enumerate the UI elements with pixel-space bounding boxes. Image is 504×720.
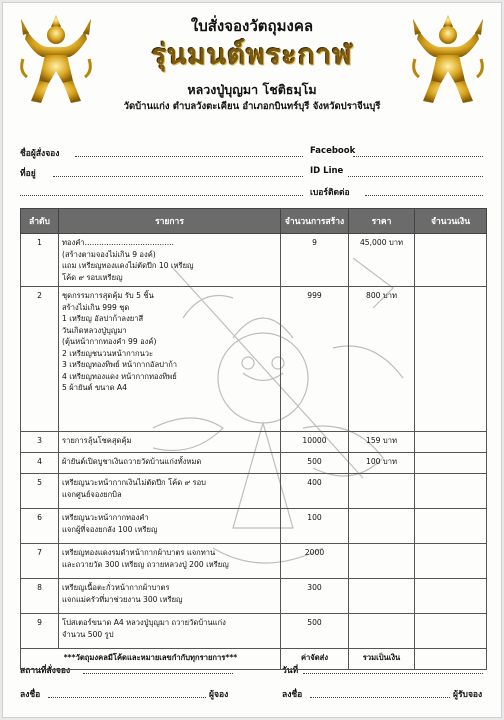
form-title: ใบสั่งจองวัตถุมงคล [190,17,314,35]
row-item: ชุดกรรมการสุดคุ้ม รับ 5 ชิ้น สร้างไม่เกิน 999 ชุด 1 เหรียญ อัลปาก้าลงยาสี วันเกิดหลวงปู่บุญมา (ตุ้นหน้ากากทองคำ 99 องค์) 2 เหรียญชนวนหน้ากากนวะ 3 เหรียญทองทิพย์ หน้ากากอัลปาก้า 4 เหรียญทองแดง หน้ากากทองทิพย์ 5 ผ้ายันต์ ขนาด A4 [59,287,281,432]
row-price [349,474,415,509]
phone-field[interactable] [365,195,483,196]
total-label: รวมเป็นเงิน [349,649,415,670]
row-item: ทองคำ..................................... (สร้างตามจองไม่เกิน 9 องค์) แถม เหรียญทองแดงไม่ตัดปีก 10 เหรียญ โค้ด ๙ รอบเหรียญ [59,234,281,287]
orderer-name-label: ชื่อผู้สั่งจอง [20,149,60,159]
footer-note: ***วัตถุมงคลมีโค้ดและหมายเลขกำกับทุกรายการ*** [21,649,281,670]
temple-address: วัดบ้านแก่ง ตำบลวังตะเคียน อำเภอกบินทร์บุรี จังหวัดปราจีนบุรี [123,101,381,112]
table-row [21,579,487,614]
date-field[interactable] [303,673,483,674]
row-amount-cell[interactable] [415,287,487,432]
order-form-page [2,2,502,718]
total-amount-cell[interactable] [415,649,487,670]
table-row [21,614,487,649]
table-header-row [21,209,487,234]
row-item: เหรียญนวะหน้ากากทองคำ แจกผู้ที่จองยกลัง 100 เหรียญ [59,509,281,544]
receiver-label: ผู้รับจอง [453,690,483,700]
row-no: 7 [21,544,59,579]
row-amount-cell[interactable] [415,544,487,579]
receiver-sign-label: ลงชื่อ [282,690,303,700]
orderer-name-field[interactable] [75,156,303,157]
row-no: 2 [21,287,59,432]
address-label: ที่อยู่ [20,169,36,179]
row-item: เหรียญทองแดงรมดำหน้ากากผ้าบาตร แจกทาน และถวายวัด 300 เหรียญ ถวายหลวงปู่ 200 เหรียญ [59,544,281,579]
row-qty: 500 [281,453,349,474]
row-price [349,509,415,544]
table-row [21,234,487,287]
row-price: 45,000 บาท [349,234,415,287]
row-qty: 300 [281,579,349,614]
row-qty: 500 [281,614,349,649]
table-footer-row [21,649,487,670]
row-item: ผ้ายันต์เปิดบูชาเงินถวายวัดบ้านแก่งทั้งหมด [59,453,281,474]
row-qty: 400 [281,474,349,509]
order-place-field[interactable] [83,673,233,674]
order-table [20,208,487,670]
row-no: 1 [21,234,59,287]
row-no: 9 [21,614,59,649]
row-no: 4 [21,453,59,474]
row-price: 800 บาท [349,287,415,432]
address-field-line2[interactable] [20,195,303,196]
phone-label: เบอร์ติดต่อ [310,188,350,198]
orderer-sign-label: ลงชื่อ [20,690,41,700]
row-qty: 999 [281,287,349,432]
row-amount-cell[interactable] [415,579,487,614]
row-item: เหรียญนวะหน้ากากเงินไม่ตัดปีก โค้ด ๙ รอบ แจกศูนย์จองยกบิล [59,474,281,509]
orderer-sign-field[interactable] [48,697,206,698]
col-header-no: ลำดับ [21,209,59,234]
row-no: 5 [21,474,59,509]
row-price [349,579,415,614]
series-title: รุ่นมนต์พระกาฬ [151,38,353,71]
line-id-label: ID Line [310,166,344,176]
row-amount-cell[interactable] [415,234,487,287]
row-no: 8 [21,579,59,614]
row-amount-cell[interactable] [415,474,487,509]
col-header-amount: จำนวนเงิน [415,209,487,234]
col-header-qty: จำนวนการสร้าง [281,209,349,234]
orderer-label: ผู้จอง [209,690,229,700]
row-qty: 9 [281,234,349,287]
row-amount-cell[interactable] [415,614,487,649]
monk-name: หลวงปู่บุญมา โชติธมฺโม [187,82,317,97]
receiver-sign-field[interactable] [310,697,450,698]
order-place-label: สถานที่สั่งจอง [20,666,71,676]
row-item: โปสเตอร์ขนาด A4 หลวงปู่บุญมา ถวายวัดบ้านแก่ง จำนวน 500 รูป [59,614,281,649]
facebook-field[interactable] [353,156,483,157]
row-amount-cell[interactable] [415,509,487,544]
date-label: วันที่ [282,666,299,676]
table-row [21,453,487,474]
row-item: เหรียญเนื้อตะกั่วหน้ากากผ้าบาตร แจกแม่ครัวที่มาช่วยงาน 300 เหรียญ [59,579,281,614]
col-header-item: รายการ [59,209,281,234]
row-price [349,544,415,579]
address-field[interactable] [53,176,303,177]
facebook-label: Facebook [310,146,356,156]
row-qty: 10000 [281,432,349,453]
row-no: 6 [21,509,59,544]
table-row [21,287,487,432]
table-row [21,509,487,544]
row-amount-cell[interactable] [415,453,487,474]
row-amount-cell[interactable] [415,432,487,453]
row-qty: 2000 [281,544,349,579]
table-row [21,432,487,453]
shipping-label: ค่าจัดส่ง [281,649,349,670]
table-row [21,544,487,579]
row-price: 159 บาท [349,432,415,453]
row-item: รายการลุ้นโชคสุดคุ้ม [59,432,281,453]
row-qty: 100 [281,509,349,544]
col-header-price: ราคา [349,209,415,234]
row-no: 3 [21,432,59,453]
row-price: 100 บาท [349,453,415,474]
line-id-field[interactable] [348,176,483,177]
table-row [21,474,487,509]
row-price [349,614,415,649]
